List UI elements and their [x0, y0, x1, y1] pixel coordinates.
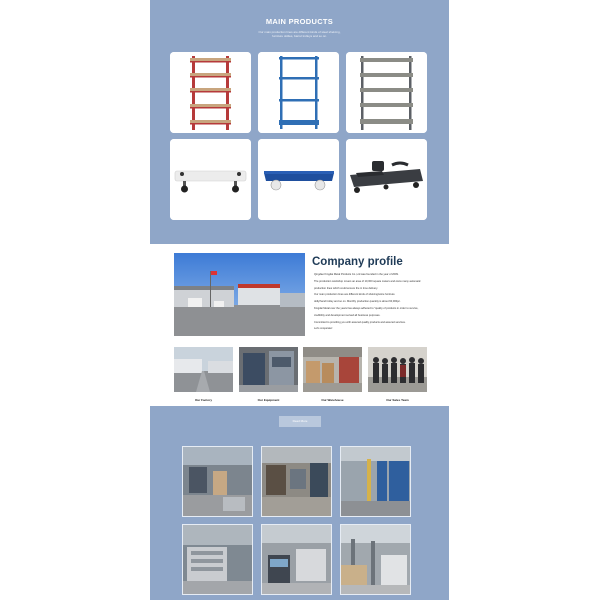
- product-card-white-dolly[interactable]: [170, 139, 251, 220]
- read-more-button[interactable]: Read More: [279, 416, 321, 427]
- profile-heading: Company profile: [312, 256, 403, 268]
- profile-paragraph: Committed to providing you with assured quality products and assured services.: [314, 320, 406, 324]
- profile-paragraph: Kingdai Metal over the years has always adhered to "quality of products in order to survive,: [314, 306, 419, 310]
- workshop-photo-4[interactable]: [182, 524, 253, 595]
- main-products-section: [150, 0, 449, 244]
- white-dolly-icon: [170, 139, 251, 220]
- equipment-thumbnail[interactable]: [239, 347, 298, 392]
- workshop-photo-1[interactable]: [182, 446, 253, 517]
- thumb-label-sales-team: Our Sales Team: [386, 398, 409, 402]
- workshop-photo-3[interactable]: [340, 446, 411, 517]
- profile-paragraph: Let's cooperate!: [314, 327, 333, 331]
- company-profile-section: [150, 244, 449, 406]
- product-card-red-shelf[interactable]: [170, 52, 251, 133]
- product-card-black-dolly[interactable]: [346, 139, 427, 220]
- blue-shelf-icon: [258, 52, 339, 133]
- thumb-label-factory: Our Factory: [194, 398, 212, 402]
- product-card-blue-dolly[interactable]: [258, 139, 339, 220]
- profile-paragraph: credibility and development served all business purposes.: [314, 313, 381, 317]
- workshop-photo-2[interactable]: [261, 446, 332, 517]
- product-card-grey-shelf[interactable]: [346, 52, 427, 133]
- sales-team-thumbnail[interactable]: [368, 347, 427, 392]
- product-card-blue-shelf[interactable]: [258, 52, 339, 133]
- factory-exterior-photo: [174, 253, 305, 336]
- page: [150, 0, 449, 600]
- products-subtitle-line: furniture dollies, barrel trolleys and so on.: [272, 34, 327, 38]
- products-subtitle: [150, 30, 449, 38]
- grey-shelf-icon: [346, 52, 427, 133]
- thumb-label-equipment: Our Equipment: [257, 398, 280, 402]
- profile-paragraph: Qingdao Kingdai Metal Products Co.,Ltd was founded in the year of 2009.: [314, 273, 399, 276]
- red-shelf-icon: [170, 52, 251, 133]
- products-title: MAIN PRODUCTS: [265, 17, 334, 26]
- profile-paragraph: production lines which could ensure the in time delivery.: [314, 286, 378, 290]
- factory-thumbnail[interactable]: [174, 347, 233, 392]
- products-subtitle-line: Our main production lines are different kinds of steel shelving,: [258, 30, 341, 34]
- warehouse-thumbnail[interactable]: [303, 347, 362, 392]
- black-dolly-icon: [346, 139, 427, 220]
- workshop-photo-6[interactable]: [340, 524, 411, 595]
- thumb-label-warehouse: Our Warehouse: [321, 398, 344, 402]
- profile-paragraph: The production workshop covers an area of 10,000 square meters and owns many automatic: [314, 279, 421, 283]
- blue-dolly-icon: [258, 139, 339, 220]
- profile-paragraph: dolly/hand trolley and so on. Monthly production quantity is about 60,000pc.: [314, 300, 401, 304]
- workshop-gallery-section: [150, 406, 449, 600]
- workshop-photo-5[interactable]: [261, 524, 332, 595]
- profile-paragraph: Our main production lines are different kinds of shelving/store furniture: [314, 293, 395, 297]
- profile-description: [314, 272, 446, 333]
